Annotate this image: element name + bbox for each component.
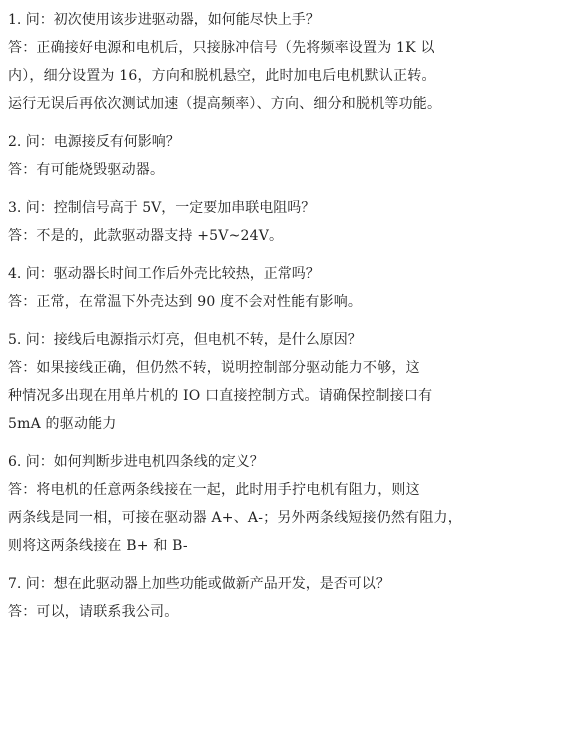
- faq-answer: [8, 476, 556, 560]
- faq-question: 3. 问：控制信号高于 5V，一定要加串联电阻吗？: [8, 200, 316, 216]
- faq-answer: [8, 354, 556, 438]
- faq-answer-line: 答：将电机的任意两条线接在一起，此时用手拧电机有阻力，则这: [8, 482, 420, 498]
- faq-question: 1. 问：初次使用该步进驱动器，如何能尽快上手？: [8, 12, 320, 28]
- faq-answer-line: 种情况多出现在用单片机的 IO 口直接控制方式。请确保控制接口有: [8, 388, 433, 404]
- faq-item-2: [8, 128, 556, 184]
- faq-answer: [8, 598, 556, 626]
- faq-item-3: [8, 194, 556, 250]
- faq-item-4: [8, 260, 556, 316]
- faq-item-6: [8, 448, 556, 560]
- faq-question: 6. 问：如何判断步进电机四条线的定义？: [8, 454, 264, 470]
- faq-item-5: [8, 326, 556, 438]
- faq-answer-line: 答：有可能烧毁驱动器。: [8, 162, 165, 178]
- faq-answer-line: 内），细分设置为 16，方向和脱机悬空，此时加电后电机默认正转。: [8, 68, 436, 84]
- faq-answer-line: 运行无误后再依次测试加速（提高频率）、方向、细分和脱机等功能。: [8, 96, 442, 112]
- faq-answer-line: 5mA 的驱动能力: [8, 416, 117, 432]
- faq-question: 5. 问：接线后电源指示灯亮，但电机不转，是什么原因？: [8, 332, 362, 348]
- faq-answer: [8, 156, 556, 184]
- faq-answer: [8, 288, 556, 316]
- faq-question: 2. 问：电源接反有何影响？: [8, 134, 180, 150]
- faq-item-7: [8, 570, 556, 626]
- faq-answer: [8, 222, 556, 250]
- faq-answer-line: 答：正确接好电源和电机后，只接脉冲信号（先将频率设置为 1K 以: [8, 40, 435, 56]
- faq-item-1: [8, 6, 556, 118]
- faq-answer-line: 则将这两条线接在 B+ 和 B-: [8, 538, 188, 554]
- faq-answer: [8, 34, 556, 118]
- faq-question: 4. 问：驱动器长时间工作后外壳比较热，正常吗？: [8, 266, 320, 282]
- faq-answer-line: 答：如果接线正确，但仍然不转，说明控制部分驱动能力不够，这: [8, 360, 420, 376]
- faq-answer-line: 答：不是的，此款驱动器支持 +5V~24V。: [8, 228, 284, 244]
- faq-question: 7. 问：想在此驱动器上加些功能或做新产品开发，是否可以？: [8, 576, 390, 592]
- faq-answer-line: 答：正常，在常温下外壳达到 90 度不会对性能有影响。: [8, 294, 363, 310]
- faq-answer-line: 答：可以，请联系我公司。: [8, 604, 179, 620]
- faq-answer-line: 两条线是同一相，可接在驱动器 A+、A-；另外两条线短接仍然有阻力，: [8, 510, 462, 526]
